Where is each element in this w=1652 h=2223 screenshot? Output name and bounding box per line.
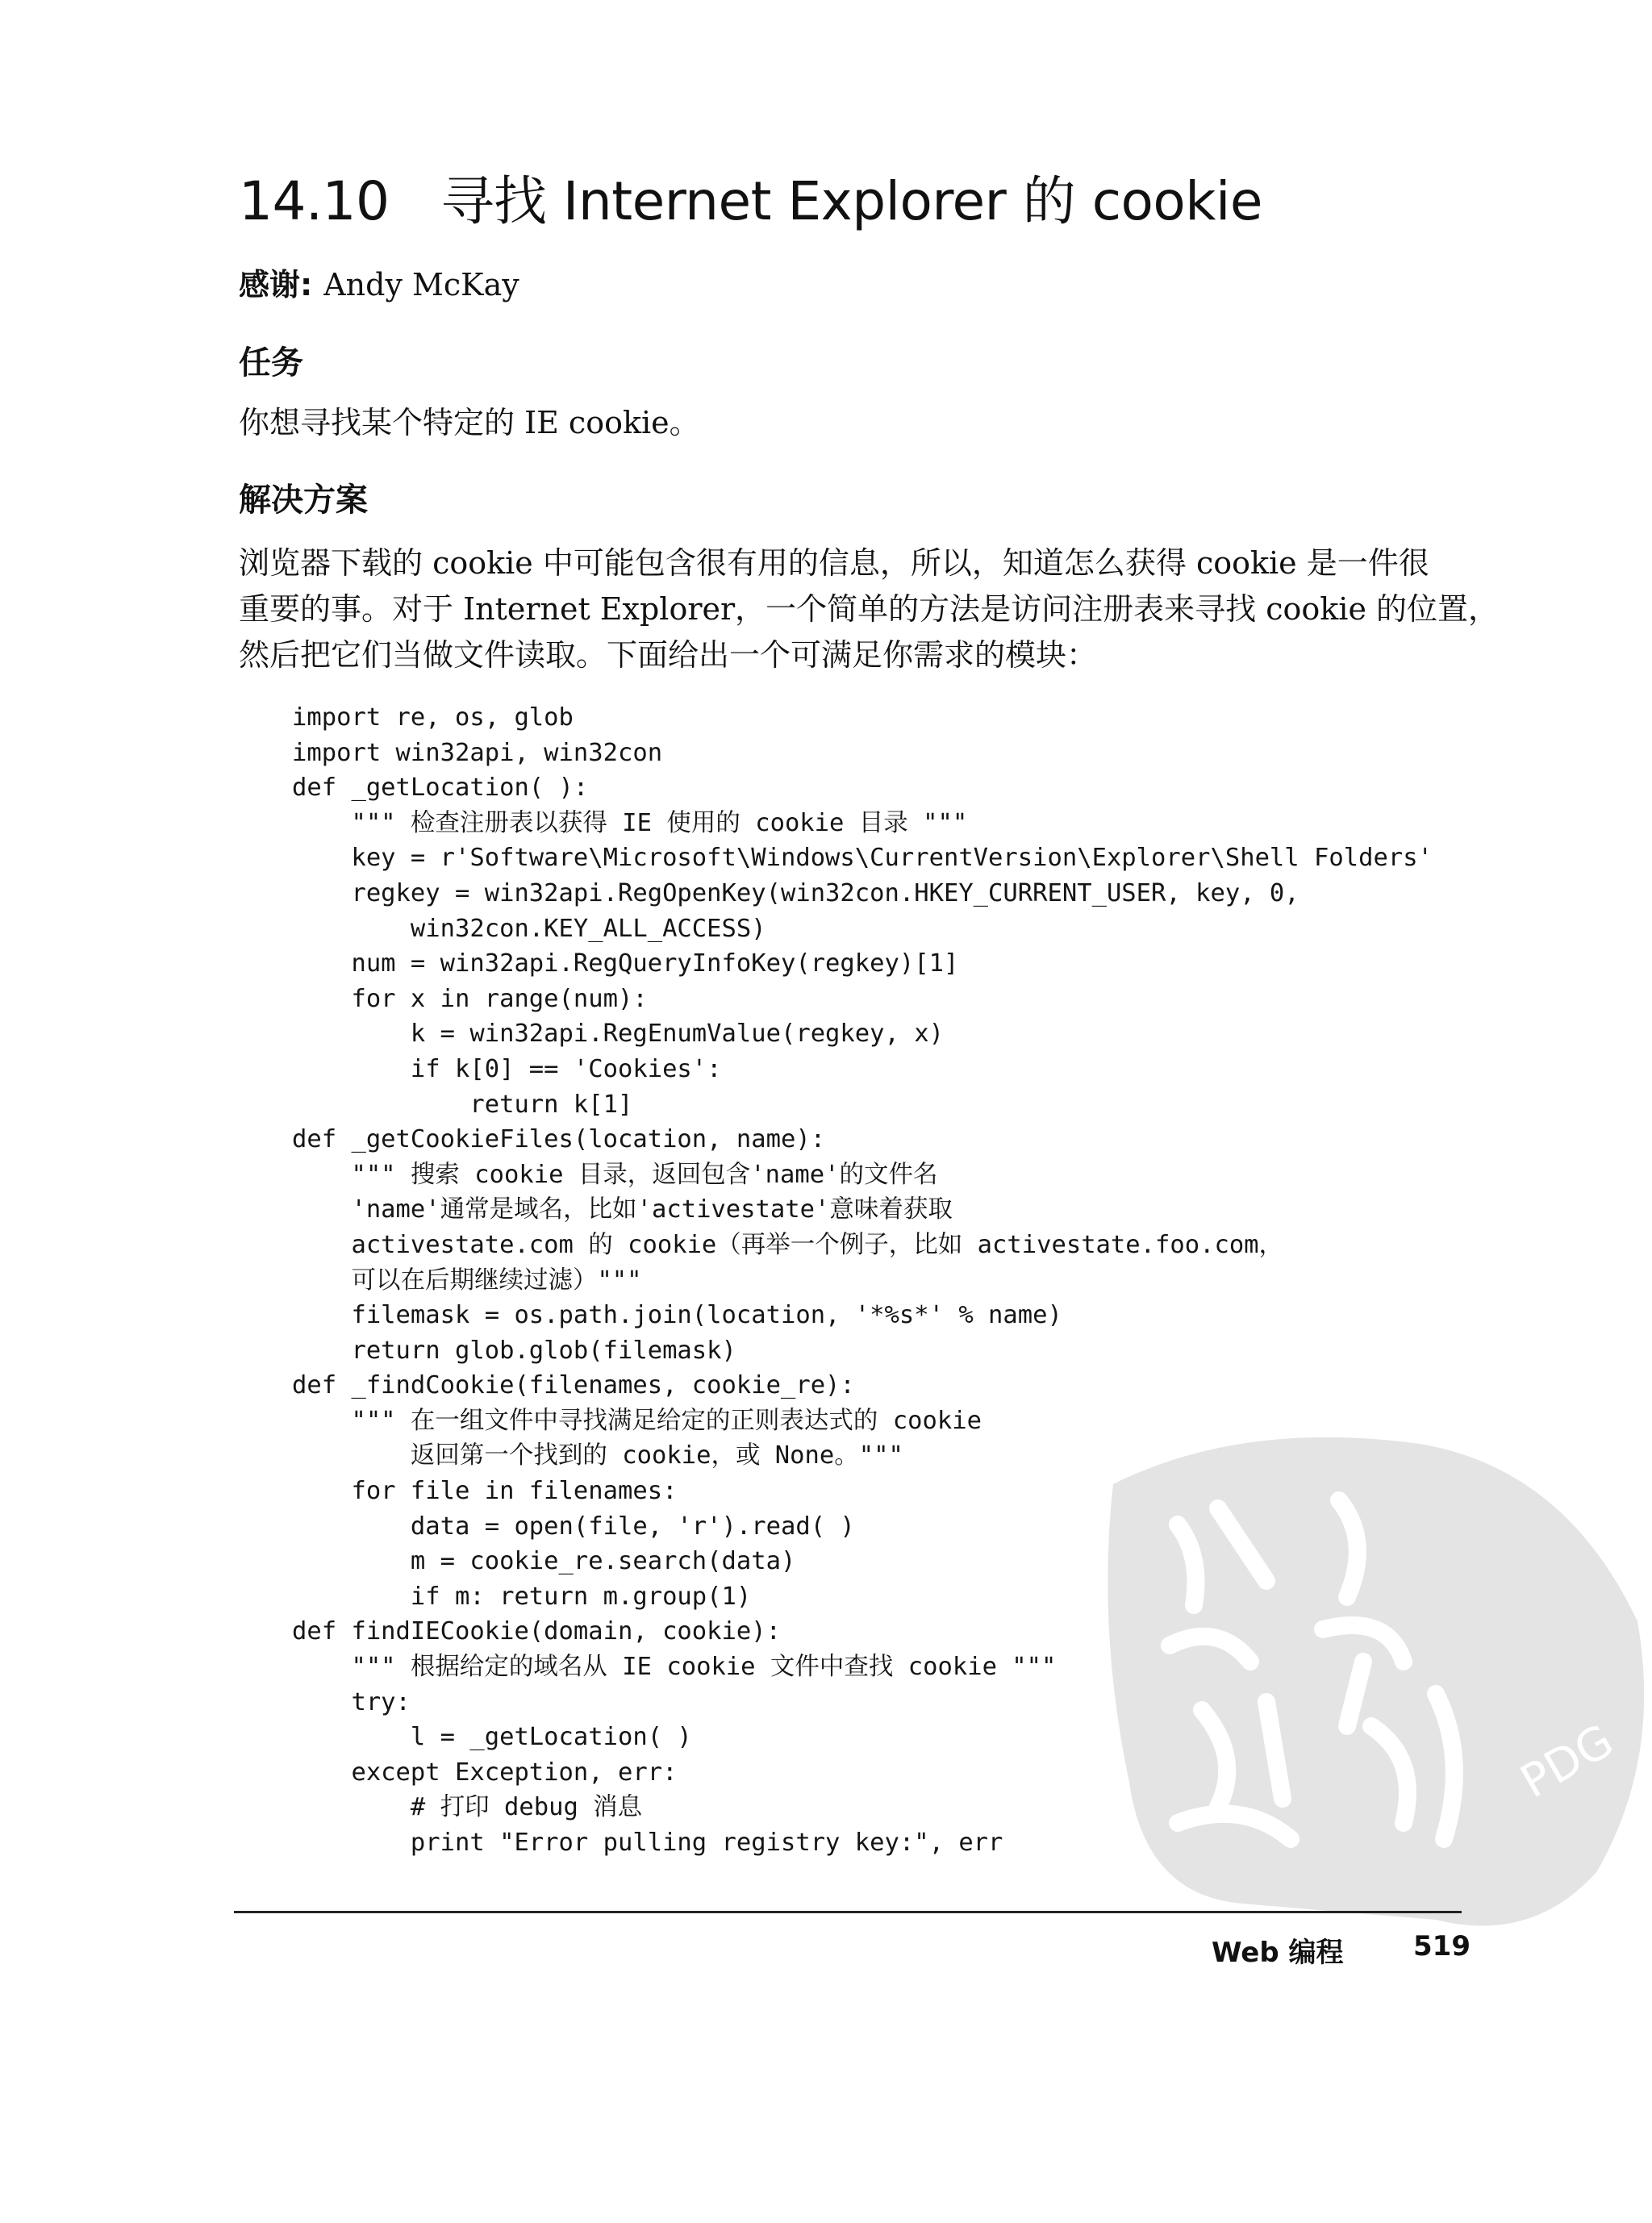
solution-line: 然后把它们当做文件读取。下面给出一个可满足你需求的模块： (239, 637, 1098, 673)
code-line: key = r'Software\Microsoft\Windows\CurrentVersion\Explorer\Shell Folders' (292, 844, 1433, 873)
code-line: # 打印 debug 消息 (292, 1793, 643, 1822)
credit-line (239, 260, 519, 304)
code-line: def findIECookie(domain, cookie): (292, 1617, 781, 1646)
code-line: def _getLocation( ): (292, 774, 589, 803)
code-line: data = open(file, 'r').read( ) (292, 1512, 855, 1541)
code-line: num = win32api.RegQueryInfoKey(regkey)[1] (292, 949, 959, 978)
code-line: 'name'通常是域名，比如'activestate'意味着获取 (292, 1195, 953, 1224)
code-line: k = win32api.RegEnumValue(regkey, x) (292, 1020, 944, 1049)
solution-line: 浏览器下载的 cookie 中可能包含很有用的信息，所以，知道怎么获得 cookie 是一件很 (239, 545, 1429, 581)
code-line: filemask = os.path.join(location, '*%s*' % name) (292, 1301, 1062, 1330)
code-line: activestate.com 的 cookie（再举一个例子，比如 activestate.foo.com， (292, 1230, 1284, 1259)
code-line: return k[1] (292, 1090, 633, 1119)
solution-line: 重要的事。对于 Internet Explorer，一个简单的方法是访问注册表来寻找 cookie 的位置， (239, 591, 1500, 627)
code-line: if m: return m.group(1) (292, 1582, 752, 1611)
code-line: except Exception, err: (292, 1758, 678, 1787)
code-line: if k[0] == 'Cookies': (292, 1054, 722, 1083)
credit-label: 感谢: (239, 267, 313, 302)
code-line: """ 检查注册表以获得 IE 使用的 cookie 目录 """ (292, 808, 968, 837)
code-line: import win32api, win32con (292, 738, 663, 767)
footer-page-number: 519 (1413, 1930, 1471, 1962)
code-line: def _getCookieFiles(location, name): (292, 1125, 826, 1154)
code-line: 可以在后期继续过滤）""" (292, 1266, 642, 1295)
code-line: return glob.glob(filemask) (292, 1336, 736, 1365)
footer-rule (234, 1911, 1462, 1913)
code-line: regkey = win32api.RegOpenKey(win32con.HKEY_CURRENT_USER, key, 0, (292, 878, 1299, 907)
solution-heading: 解决方案 (239, 482, 368, 519)
section-title (239, 158, 1262, 235)
code-line: print "Error pulling registry key:", err (292, 1829, 1003, 1857)
task-text: 你想寻找某个特定的 IE cookie。 (239, 405, 700, 440)
code-line: """ 根据给定的域名从 IE cookie 文件中查找 cookie """ (292, 1653, 1057, 1682)
code-line: """ 在一组文件中寻找满足给定的正则表达式的 cookie (292, 1406, 982, 1435)
credit-name: Andy McKay (323, 267, 519, 302)
code-line: try: (292, 1687, 411, 1716)
footer-section-name: Web 编程 (1212, 1937, 1344, 1969)
solution-paragraph (239, 540, 1500, 678)
task-heading: 任务 (239, 344, 303, 382)
pdg-watermark-seal (1081, 1420, 1652, 1936)
task-paragraph (239, 400, 1481, 446)
code-line: import re, os, glob (292, 703, 574, 732)
code-line: l = _getLocation( ) (292, 1723, 692, 1752)
watermark-label: PDG (1512, 1714, 1623, 1809)
section-title-text: 寻找 Internet Explorer 的 cookie (440, 170, 1262, 232)
code-line: 返回第一个找到的 cookie，或 None。""" (292, 1441, 903, 1470)
code-line: win32con.KEY_ALL_ACCESS) (292, 914, 766, 943)
code-line: def _findCookie(filenames, cookie_re): (292, 1371, 855, 1400)
code-line: """ 搜索 cookie 目录，返回包含'name'的文件名 (292, 1160, 938, 1189)
code-line: m = cookie_re.search(data) (292, 1547, 796, 1576)
section-number: 14.10 (239, 170, 390, 232)
code-line: for x in range(num): (292, 984, 648, 1013)
code-line: for file in filenames: (292, 1477, 678, 1506)
watermark-shape (1108, 1437, 1644, 1926)
